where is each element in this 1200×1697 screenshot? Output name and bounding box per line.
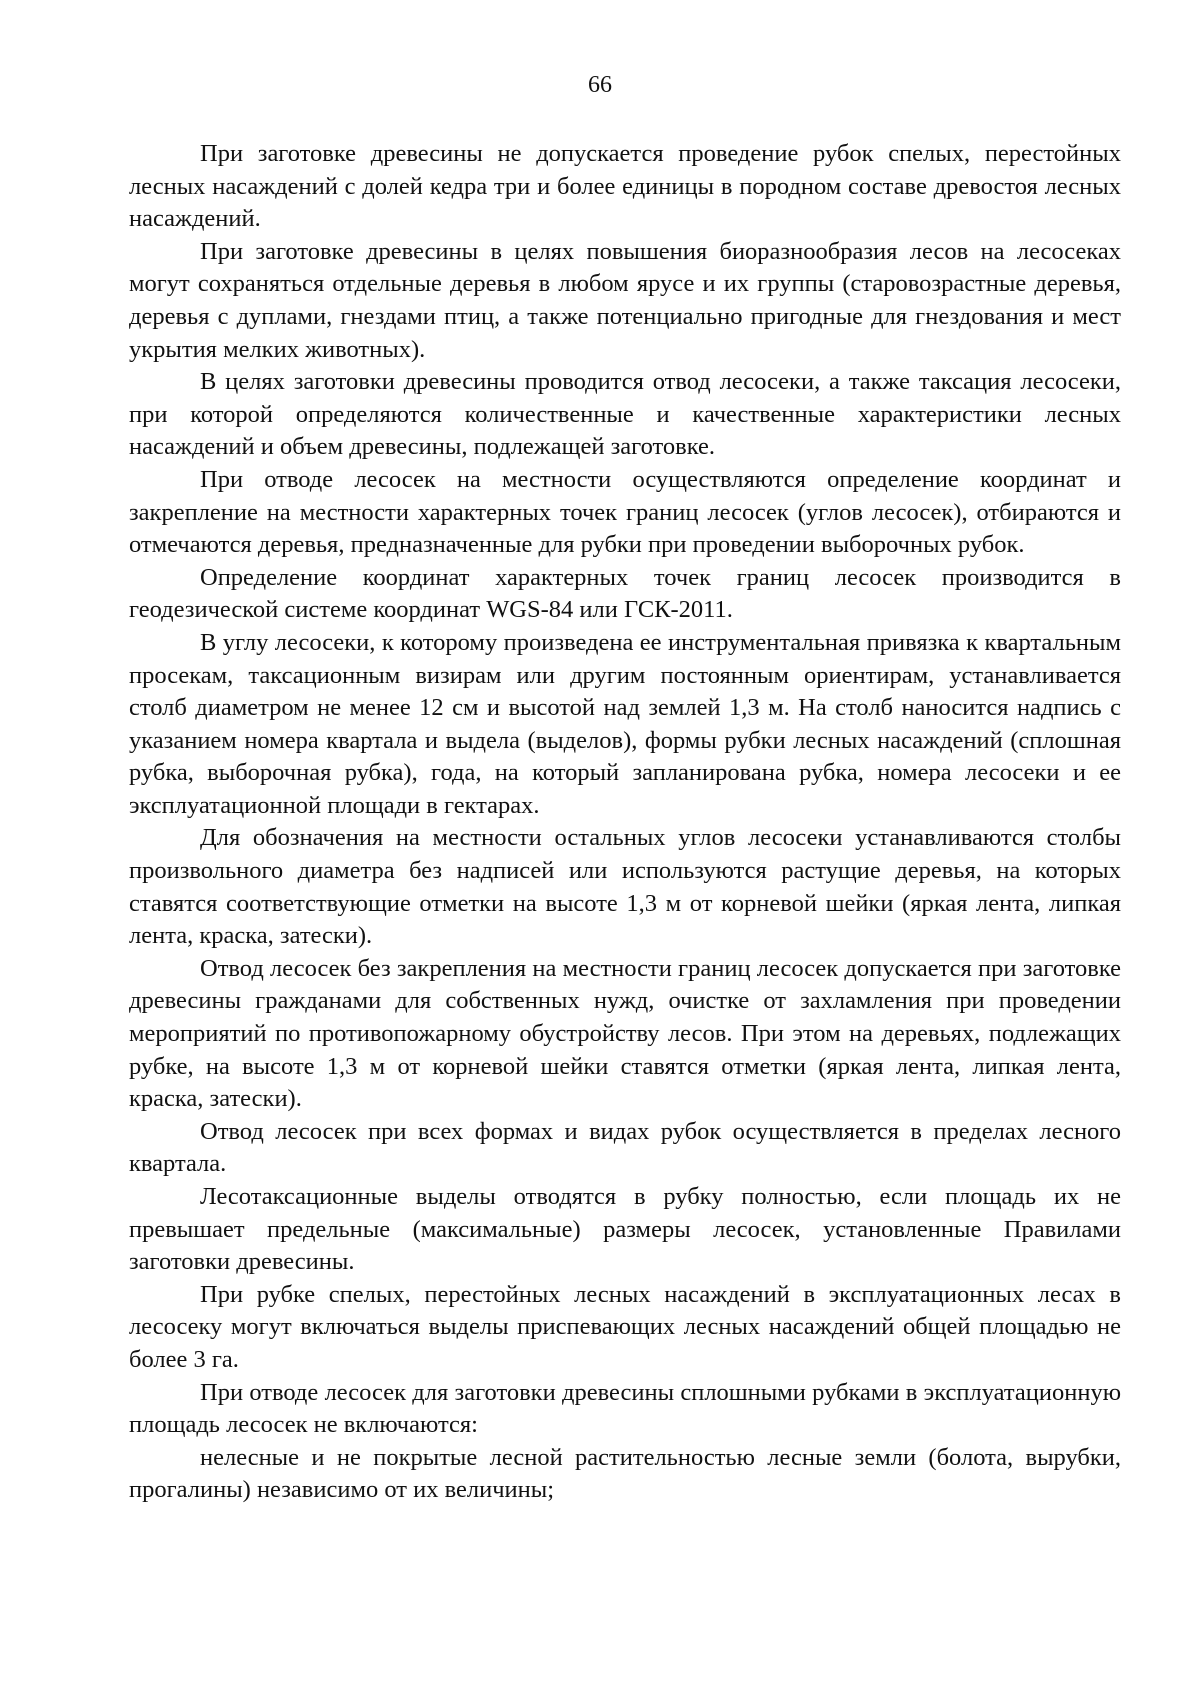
paragraph: Лесотаксационные выделы отводятся в рубку полностью, если площадь их не превышает предельные (максимальные) размеры лесосек, установленные Правилами заготовки древесины. [129, 1183, 1121, 1276]
paragraph: В целях заготовки древесины проводится отвод лесосеки, а также таксация лесосеки, при которой определяются количественные и качественные характеристики лесных насаждений и объем древесины, подлежащей заготовке. [129, 368, 1121, 461]
paragraph: При отводе лесосек на местности осуществляются определение координат и закрепление на местности характерных точек границ лесосек (углов лесосек), отбираются и отмечаются деревья, предназначенные для рубки при проведении выборочных рубок. [129, 465, 1121, 559]
page-number: 66 [588, 72, 612, 98]
document-body [129, 138, 1121, 1507]
paragraph: Отвод лесосек при всех формах и видах рубок осуществляется в пределах лесного квартала. [129, 1117, 1121, 1178]
paragraph: При отводе лесосек для заготовки древесины сплошными рубками в эксплуатационную площадь лесосек не включаются: [129, 1378, 1121, 1439]
paragraph: При заготовке древесины не допускается проведение рубок спелых, перестойных лесных насаждений с долей кедра три и более единицы в породном составе древостоя лесных насаждений. [129, 140, 1121, 233]
paragraph: При заготовке древесины в целях повышения биоразнообразия лесов на лесосеках могут сохраняться отдельные деревья в любом ярусе и их группы (старовозрастные деревья, деревья с дуплами, гнездами птиц, а также потенциально пригодные для гнездования и мест укрытия мелких животных). [129, 237, 1121, 363]
paragraph: Определение координат характерных точек границ лесосек производится в геодезической системе координат WGS-84 или ГСК-2011. [129, 563, 1121, 624]
paragraph: В углу лесосеки, к которому произведена ее инструментальная привязка к квартальным просекам, таксационным визирам или другим постоянным ориентирам, устанавливается столб диаметром не менее 12 см и высотой над землей 1,3 м. На столб наносится надпись с указанием номера квартала и выдела (выделов), формы рубки лесных насаждений (сплошная рубка, выборочная рубка), года, на который запланирована рубка, номера лесосеки и ее эксплуатационной площади в гектарах. [129, 628, 1121, 819]
paragraph: При рубке спелых, перестойных лесных насаждений в эксплуатационных лесах в лесосеку могут включаться выделы приспевающих лесных насаждений общей площадью не более 3 га. [129, 1280, 1121, 1373]
paragraph: нелесные и не покрытые лесной растительностью лесные земли (болота, вырубки, прогалины) независимо от их величины; [129, 1443, 1121, 1504]
paragraph: Отвод лесосек без закрепления на местности границ лесосек допускается при заготовке древесины гражданами для собственных нужд, очистке от захламления при проведении мероприятий по противопожарному обустройству лесов. При этом на деревьях, подлежащих рубке, на высоте 1,3 м от корневой шейки ставятся отметки (яркая лента, липкая лента, краска, затески). [129, 954, 1121, 1113]
paragraph: Для обозначения на местности остальных углов лесосеки устанавливаются столбы произвольного диаметра без надписей или используются растущие деревья, на которых ставятся соответствующие отметки на высоте 1,3 м от корневой шейки (яркая лента, липкая лента, краска, затески). [129, 824, 1121, 950]
